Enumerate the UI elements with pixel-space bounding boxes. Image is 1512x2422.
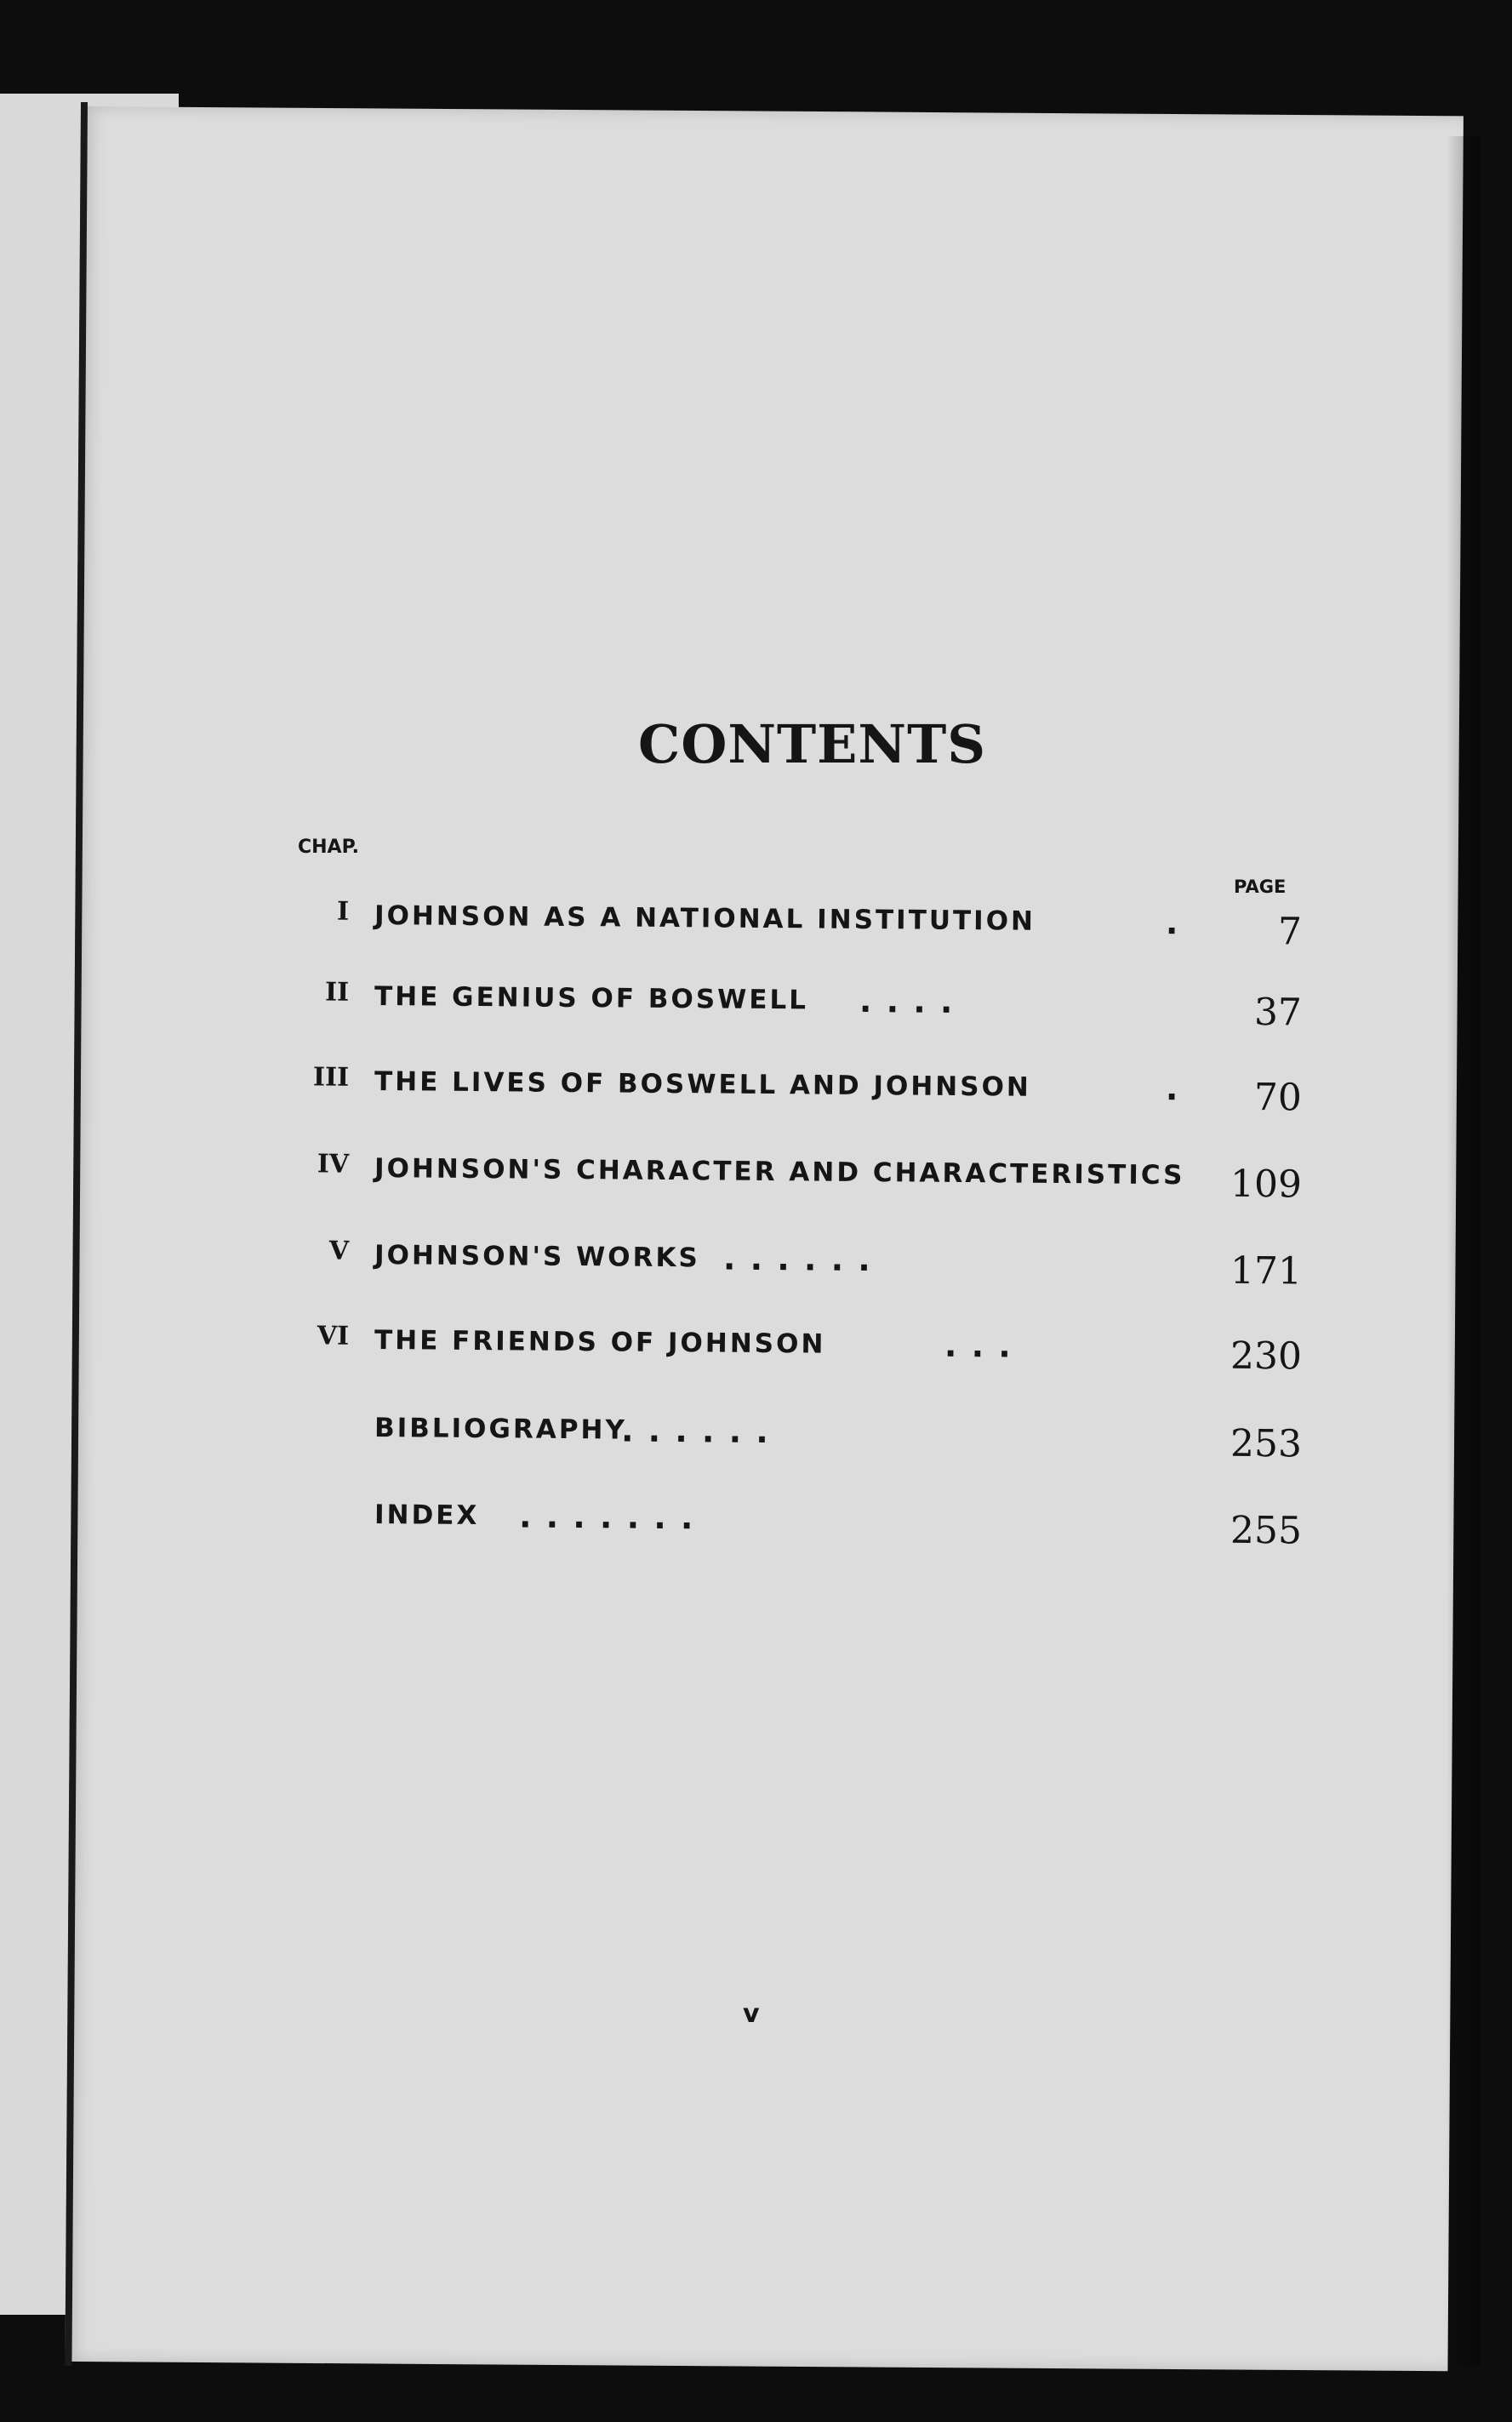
contents-heading: CONTENTS <box>638 713 987 775</box>
page-number: 70 <box>1253 1075 1303 1120</box>
toc-entry <box>281 1495 1302 1555</box>
toc-entry <box>281 977 1302 1037</box>
page-column-label: PAGE <box>1234 877 1287 897</box>
chapter-number: V <box>328 1236 350 1266</box>
chapter-title: THE LIVES OF BOSWELL AND JOHNSON <box>374 1065 1031 1103</box>
page-number: 255 <box>1230 1508 1303 1553</box>
chapter-number <box>281 1408 349 1409</box>
chapter-title: THE FRIENDS OF JOHNSON <box>374 1324 826 1360</box>
chapter-number: I <box>336 896 350 927</box>
chapter-number: II <box>324 977 350 1008</box>
page-number: 171 <box>1230 1248 1303 1294</box>
chapter-number: VI <box>317 1321 350 1351</box>
toc-entry <box>281 1236 1302 1295</box>
toc-entry <box>281 1149 1302 1208</box>
page-number: 7 <box>1277 910 1303 954</box>
dot-leader: . . . . <box>859 981 955 1020</box>
dot-leader: . . . . . . <box>620 1411 771 1451</box>
page-number: 230 <box>1230 1334 1303 1379</box>
page-number: 253 <box>1230 1421 1303 1466</box>
toc-entry <box>281 1408 1302 1468</box>
dot-leader: . <box>1165 1070 1180 1108</box>
dot-leader: . . . <box>944 1326 1013 1365</box>
page-right-shadow <box>1446 136 1481 2366</box>
chapter-title: THE GENIUS OF BOSWELL <box>374 980 809 1016</box>
chapter-number <box>281 1495 349 1496</box>
chapter-column-label: CHAP. <box>298 837 360 858</box>
chapter-title: BIBLIOGRAPHY <box>374 1412 628 1446</box>
dot-leader: . . . . . . <box>722 1239 873 1279</box>
page-number: 109 <box>1230 1162 1303 1207</box>
chapter-number: IV <box>317 1149 350 1180</box>
chapter-title: INDEX <box>374 1499 480 1532</box>
dot-leader: . . . . . . . <box>518 1497 695 1537</box>
chapter-number: III <box>312 1062 350 1093</box>
page-number: 37 <box>1253 990 1303 1035</box>
chapter-title: JOHNSON'S CHARACTER AND CHARACTERISTICS <box>374 1152 1185 1191</box>
dot-leader: . <box>1165 904 1180 942</box>
toc-entry <box>281 896 1302 956</box>
book-page <box>65 106 1463 2371</box>
toc-entry <box>281 1062 1302 1122</box>
folio-number: v <box>743 1999 760 2029</box>
chapter-title: JOHNSON'S WORKS <box>374 1239 700 1274</box>
toc-entry <box>281 1321 1302 1380</box>
chapter-title: JOHNSON AS A NATIONAL INSTITUTION <box>374 900 1036 937</box>
